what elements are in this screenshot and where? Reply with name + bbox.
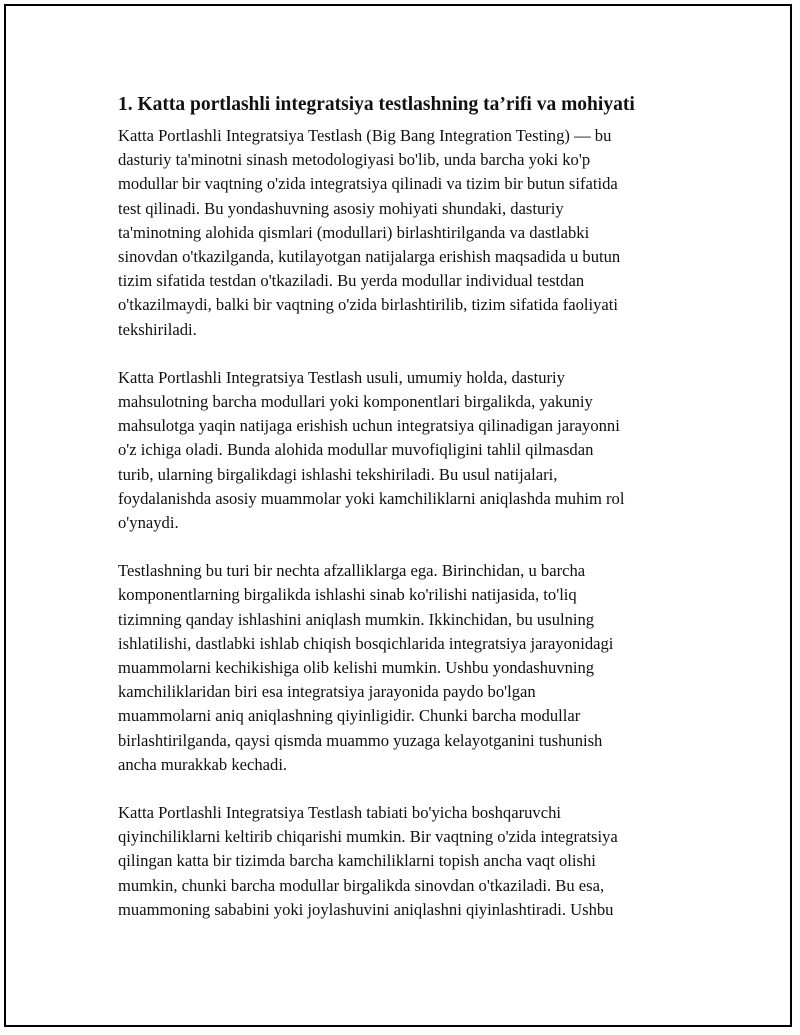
paragraph-4: [118, 801, 683, 922]
paragraph-line: mahsulotga yaqin natijaga erishish uchun integratsiya qilinadigan jarayonni: [118, 416, 620, 436]
paragraph-line: birlashtirilganda, qaysi qismda muammo yuzaga kelayotganini tushunish: [118, 730, 603, 750]
paragraph-line: test qilinadi. Bu yondashuvning asosiy mohiyati shundaki, dasturiy: [118, 198, 564, 218]
paragraph-line: kamchiliklaridan biri esa integratsiya jarayonida paydo bo'lgan: [118, 682, 536, 702]
paragraph-line: muammolarni aniq aniqlashning qiyinligidir. Chunki barcha modullar: [118, 706, 581, 726]
paragraph-line: mumkin, chunki barcha modullar birgalikda sinovdan o'tkaziladi. Bu esa,: [118, 875, 605, 895]
paragraph-line: muammoning sababini yoki joylashuvini aniqlashni qiyinlashtiradi. Ushbu: [118, 899, 614, 919]
paragraph-line: ancha murakkab kechadi.: [118, 754, 288, 774]
paragraph-line: ta'minotning alohida qismlari (modullari) birlashtirilganda va dastlabki: [118, 222, 590, 242]
paragraph-2: [118, 366, 683, 535]
paragraph-line: qilingan katta bir tizimda barcha kamchiliklarni topish ancha vaqt olishi: [118, 851, 596, 871]
paragraph-line: foydalanishda asosiy muammolar yoki kamchiliklarni aniqlashda muhim rol: [118, 488, 625, 508]
paragraph-line: sinovdan o'tkazilganda, kutilayotgan natijalarga erishish maqsadida u butun: [118, 247, 621, 267]
paragraph-line: dasturiy ta'minotni sinash metodologiyasi bo'lib, unda barcha yoki ko'p: [118, 150, 591, 170]
paragraph-line: o'ynaydi.: [118, 513, 179, 533]
paragraph-line: Katta Portlashli Integratsiya Testlash (Big Bang Integration Testing) — bu: [118, 126, 612, 145]
paragraph-line: qiyinchiliklarni keltirib chiqarishi mumkin. Bir vaqtning o'zida integratsiya: [118, 827, 618, 847]
paragraph-line: tizim sifatida testdan o'tkaziladi. Bu yerda modullar individual testdan: [118, 271, 585, 291]
paragraph-line: Testlashning bu turi bir nechta afzalliklarga ega. Birinchidan, u barcha: [118, 561, 586, 581]
document-body: [118, 92, 683, 946]
paragraph-line: komponentlarning birgalikda ishlashi sinab ko'rilishi natijasida, to'liq: [118, 585, 577, 605]
paragraph-line: Katta Portlashli Integratsiya Testlash usuli, umumiy holda, dasturiy: [118, 367, 565, 387]
paragraph-3: [118, 559, 683, 777]
paragraph-line: tekshiriladi.: [118, 319, 197, 339]
paragraph-line: tizimning qanday ishlashini aniqlash mumkin. Ikkinchidan, bu usulning: [118, 609, 595, 629]
paragraph-line: mahsulotning barcha modullari yoki komponentlari birgalikda, yakuniy: [118, 392, 593, 412]
paragraph-line: o'tkazilmaydi, balki bir vaqtning o'zida birlashtirilib, tizim sifatida faoliyati: [118, 295, 618, 315]
paragraph-line: o'z ichiga oladi. Bunda alohida modullar muvofiqligini tahlil qilmasdan: [118, 440, 594, 460]
paragraph-line: ishlatilishi, dastlabki ishlab chiqish bosqichlarida integratsiya jarayonidagi: [118, 633, 614, 653]
paragraph-line: turib, ularning birgalikdagi ishlashi tekshiriladi. Bu usul natijalari,: [118, 464, 558, 484]
paragraph-line: modullar bir vaqtning o'zida integratsiya qilinadi va tizim bir butun sifatida: [118, 174, 618, 194]
paragraph-line: muammolarni kechikishiga olib kelishi mumkin. Ushbu yondashuvning: [118, 658, 595, 678]
section-heading: 1. Katta portlashli integratsiya testlashning ta’rifi va mohiyati: [118, 94, 635, 115]
paragraph-line: Katta Portlashli Integratsiya Testlash tabiati bo'yicha boshqaruvchi: [118, 803, 561, 823]
paragraph-1: [118, 124, 683, 342]
